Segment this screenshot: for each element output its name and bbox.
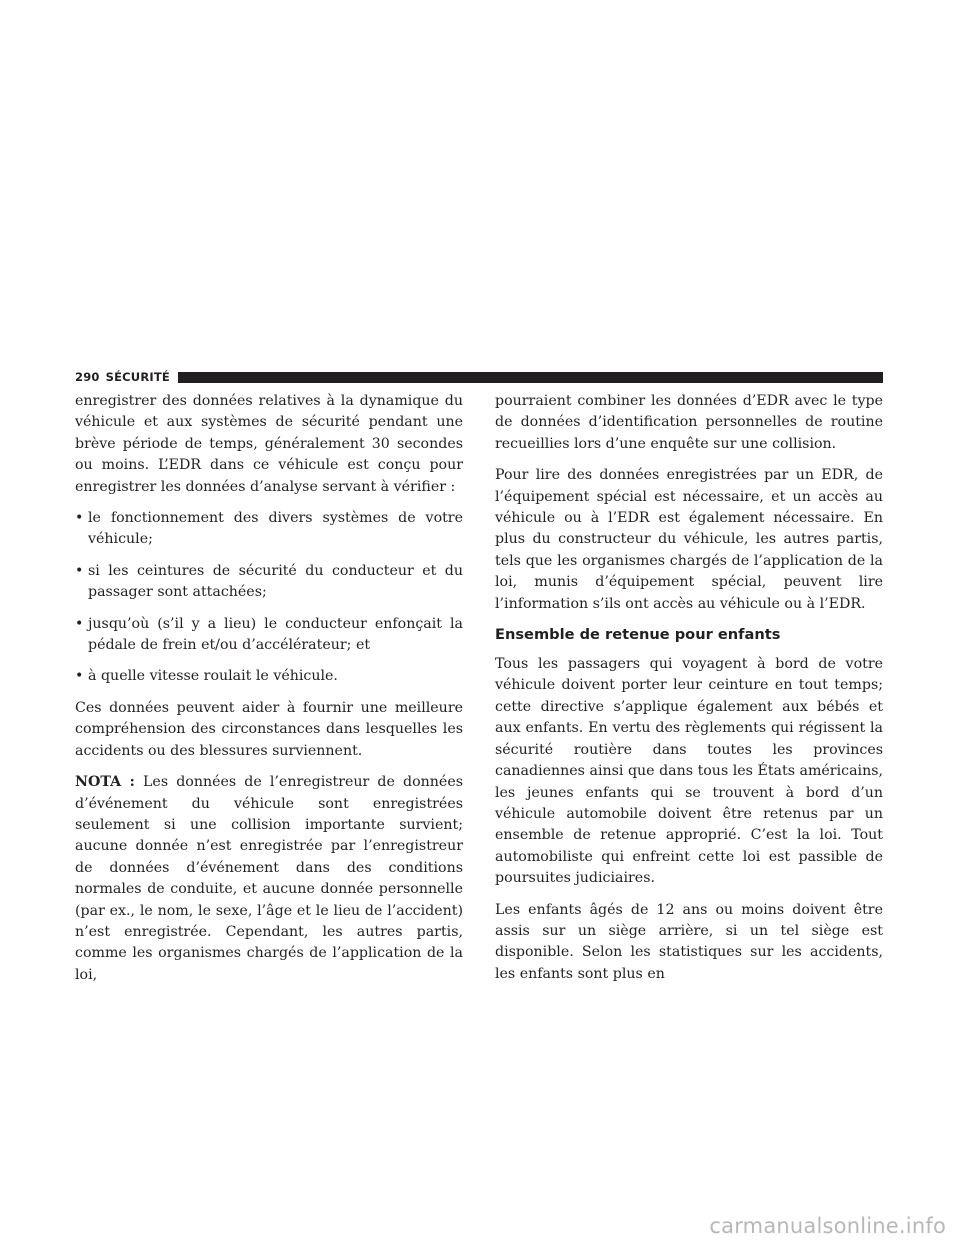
bullet-icon: • <box>75 615 84 632</box>
child-restraint-paragraph: Tous les passagers qui voyagent à bord de votre véhicule doivent porter leur ceinture en tout temps; cette directive s’applique également aux bébés et aux enfants. En vertu des règlements qui régissent la sécurité routière dans toutes les provinces canadiennes ainsi que dans tous les États américains, les jeunes enfants qui se trouvent à bord d’un véhicule automobile doivent être retenus par un ensemble de retenue approprié. C’est la loi. Tout automobiliste qui enfreint cette loi est passible de poursuites judiciaires. <box>495 656 883 887</box>
edr-paragraph: Pour lire des données enregistrées par un EDR, de l’équipement spécial est nécessaire, et un accès au véhicule ou à l’EDR est également nécessaire. En plus du constructeur du véhicule, les autres partis, tels que les organismes chargés de l’application de la loi, munis d’équipement spécial, peuvent lire l’information s’ils ont accès au véhicule ou à l’EDR. <box>495 467 883 612</box>
list-item-text: le fonctionnement des divers systèmes de votre véhicule; <box>88 510 463 548</box>
list-item <box>75 561 463 604</box>
list-item-text: à quelle vitesse roulait le véhicule. <box>88 668 338 685</box>
rear-seat-paragraph: Les enfants âgés de 12 ans ou moins doivent être assis sur un siège arrière, si un tel siège est disponible. Selon les statistiques sur les accidents, les enfants sont plus en <box>495 901 883 982</box>
bullet-list <box>75 508 463 688</box>
intro-paragraph: enregistrer des données relatives à la dynamique du véhicule et aux systèmes de sécurité pendant une brève période de temps, généralement 30 secondes ou moins. L’EDR dans ce véhicule est conçu pour enregistrer les données d’analyse servant à vérifier : <box>75 393 463 495</box>
section-heading: Ensemble de retenue pour enfants <box>495 626 781 644</box>
list-item-text: jusqu’où (s’il y a lieu) le conducteur enfonçait la pédale de frein et/ou d’accélérateur; et <box>88 615 463 654</box>
list-item-text: si les ceintures de sécurité du conducteur et du passager sont attachées; <box>88 562 463 601</box>
list-item <box>75 666 463 687</box>
page-header <box>75 370 883 384</box>
continuation-paragraph: pourraient combiner les données d’EDR avec le type de données d’identification personnelles de routine recueillies lors d’une enquête sur une collision. <box>495 393 883 452</box>
left-column <box>75 391 463 996</box>
nota-label: NOTA : <box>75 774 135 791</box>
header-rule <box>178 372 883 383</box>
list-item <box>75 508 463 551</box>
body-paragraph: Ces données peuvent aider à fournir une meilleure compréhension des circonstances dans lesquelles les accidents ou des blessures surviennent. <box>75 699 463 759</box>
right-column <box>495 391 883 995</box>
bullet-icon: • <box>75 668 84 685</box>
list-item <box>75 614 463 657</box>
section-title: SÉCURITÉ <box>105 370 170 384</box>
bullet-icon: • <box>75 510 84 527</box>
nota-text: Les données de l’enregistreur de données d’événement du véhicule sont enregistrées seulement si une collision importante survient; aucune donnée n’est enregistrée par l’enregistreur de données d’événement dans des conditions normales de conduite, et aucune donnée personnelle (par ex., le nom, le sexe, l’âge et le lieu de l’accident) n’est enregistrée. Cependant, les autres partis, comme les organismes chargés de l’application de la loi, <box>75 774 463 983</box>
watermark-text: carmanualsonline.info <box>709 1214 946 1238</box>
nota-paragraph <box>75 772 463 986</box>
bullet-icon: • <box>75 562 84 579</box>
page-number: 290 <box>75 370 100 384</box>
